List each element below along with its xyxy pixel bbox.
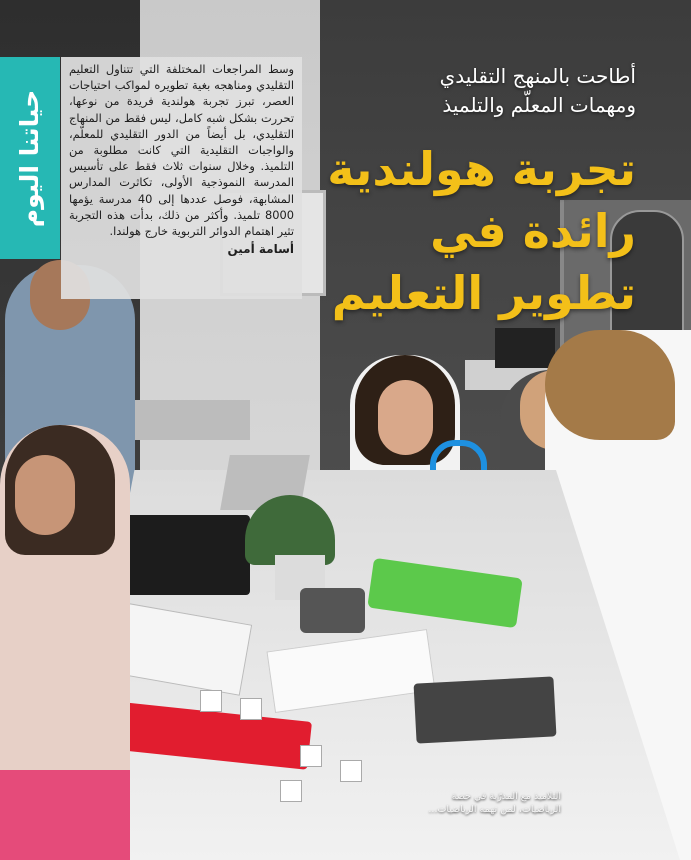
headline-line-3: تطوير التعليم <box>331 266 636 320</box>
black-basket <box>125 515 250 595</box>
section-tab-label: حياتنا اليوم <box>15 89 45 227</box>
number-tile <box>280 780 302 802</box>
speaker <box>300 588 365 633</box>
subtitle-line-1: أطاحت بالمنهج التقليدي <box>439 64 636 88</box>
intro-text: وسط المراجعات المختلفة التي تتناول التعليم التقليدي ومناهجه بغية تطويره لمواكب احتياجات العصر، تبرز تجربة هولندية فريدة من نوعها، تحررت بشكل شبه كامل، ليس فقط من المنهاج التقليدي، بل أيضاً من الدور التقليدي للمعلّم، والواجبات التقليدية التي كانت مطلوبة من التلميذ. وخلال سنوات ثلاث فقط على تأسيس المدرسة النموذجية الأولى، تكاثرت المدارس المشابهة، فوصل عددها إلى 40 مدرسة يؤمها 8000 تلميذ. وأكثر من ذلك، بدأت هذه التجربة تثير اهتمام الدوائر التربوية خارج هولندا. <box>69 62 294 239</box>
headline <box>256 138 636 324</box>
gray-tablets <box>414 676 557 743</box>
girl-front-left <box>0 425 130 860</box>
number-tile <box>300 745 322 767</box>
headline-line-2: رائدة في <box>430 204 636 258</box>
headline-line-1: تجربة هولندية <box>327 142 636 196</box>
caption-line-1: التلاميذ مع المدرّبة في حصة <box>451 791 561 802</box>
section-tab <box>0 57 60 259</box>
author-name: أسامة أمين <box>227 242 294 257</box>
shelf-basket <box>495 328 555 368</box>
subtitle <box>316 62 636 120</box>
side-table <box>130 400 250 440</box>
caption-line-2: الرياضيات، لمن تهمه الرياضيات... <box>428 804 561 815</box>
number-tile <box>200 690 222 712</box>
subtitle-line-2: ومهمات المعلّم والتلميذ <box>442 93 636 117</box>
number-tile <box>240 698 262 720</box>
photo-caption <box>381 790 561 816</box>
number-tile <box>340 760 362 782</box>
